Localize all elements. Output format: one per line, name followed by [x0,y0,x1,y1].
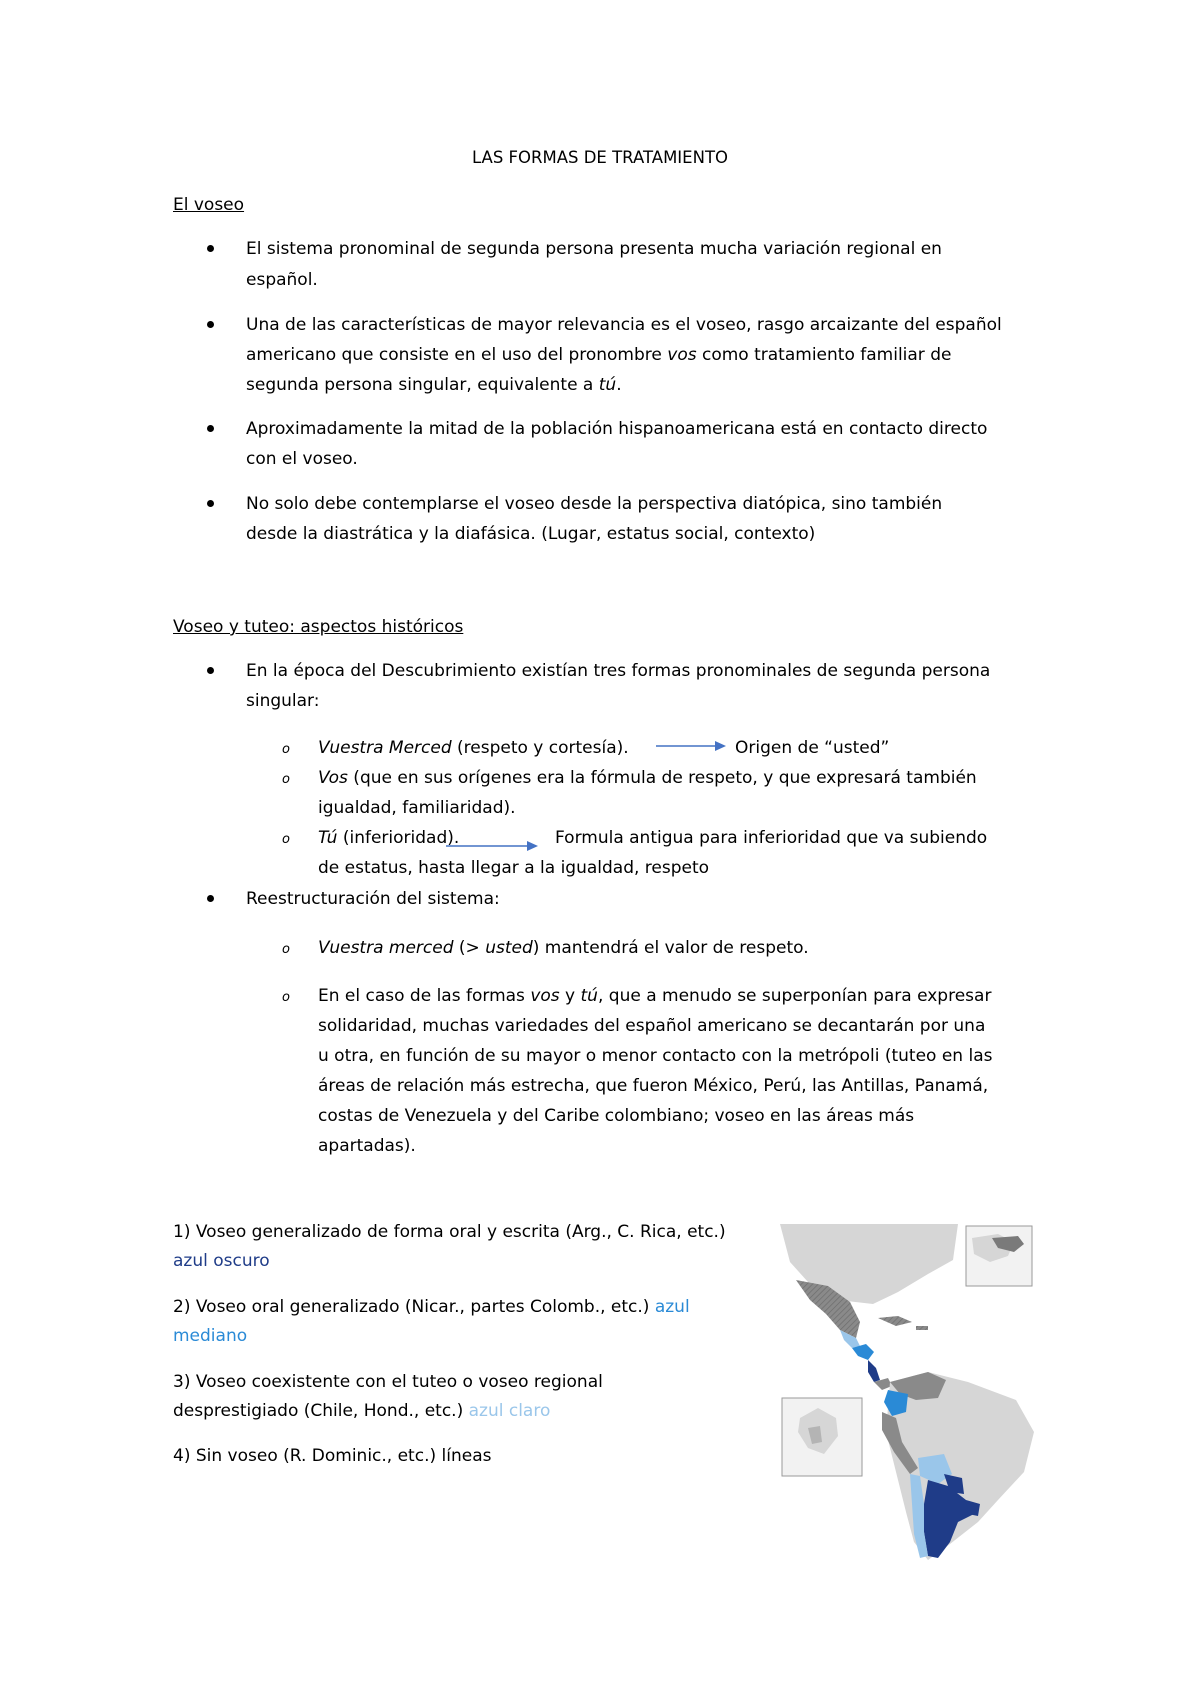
bullet [207,895,214,902]
bullet [207,425,214,432]
legend-color-medium: mediano [173,1326,248,1346]
section-heading-voseo: El voseo [173,195,245,215]
sub-bullet: o [282,832,290,847]
paragraph-line: costas de Venezuela y del Caribe colombiano; voseo en las áreas más [318,1106,915,1126]
sub-bullet: o [282,942,290,957]
paragraph-line: áreas de relación más estrecha, que fueron México, Perú, las Antillas, Panamá, [318,1076,989,1096]
legend-item-2: 2) Voseo oral generalizado (Nicar., partes Colomb., etc.) azul [173,1297,690,1317]
sub-item-note: Formula antigua para inferioridad que va subiendo [555,828,988,848]
bullet [207,245,214,252]
legend-item-3-line2: desprestigiado (Chile, Hond., etc.) azul claro [173,1401,551,1421]
legend-item-3: 3) Voseo coexistente con el tuteo o voseo regional [173,1372,603,1392]
legend-item-1: 1) Voseo generalizado de forma oral y escrita (Arg., C. Rica, etc.) [173,1222,726,1242]
paragraph-line: español. [246,270,318,290]
sub-bullet: o [282,990,290,1005]
sub-bullet: o [282,772,290,787]
page-title: LAS FORMAS DE TRATAMIENTO [471,148,729,167]
paragraph-line: con el voseo. [246,449,358,469]
paragraph-line: El sistema pronominal de segunda persona presenta mucha variación regional en [246,239,942,259]
paragraph-line: americano que consiste en el uso del pronombre vos como tratamiento familiar de [246,345,952,365]
arrow-icon [444,838,544,856]
legend-color-dark: azul oscuro [173,1251,270,1271]
paragraph-line: En el caso de las formas vos y tú, que a menudo se superponían para expresar [318,986,992,1006]
paragraph-line: de estatus, hasta llegar a la igualdad, respeto [318,858,710,878]
paragraph-line: Aproximadamente la mitad de la población hispanoamericana está en contacto directo [246,419,988,439]
bullet [207,667,214,674]
paragraph-line: desde la diastrática y la diafásica. (Lugar, estatus social, contexto) [246,524,816,544]
sub-item-note: Origen de “usted” [735,738,890,758]
sub-item-vuestra-merced: Vuestra Merced (respeto y cortesía). [318,738,629,758]
sub-item-vuestra-merced-usted: Vuestra merced (> usted) mantendrá el valor de respeto. [318,938,809,958]
sub-item-vos: Vos (que en sus orígenes era la fórmula de respeto, y que expresará también [318,768,977,788]
bullet [207,321,214,328]
paragraph-line: En la época del Descubrimiento existían tres formas pronominales de segunda persona [246,661,991,681]
sub-bullet: o [282,742,290,757]
arrow-icon [652,736,732,756]
paragraph-line: Una de las características de mayor relevancia es el voseo, rasgo arcaizante del español [246,315,1002,335]
paragraph-line: No solo debe contemplarse el voseo desde la perspectiva diatópica, sino también [246,494,943,514]
paragraph-line: Reestructuración del sistema: [246,889,500,909]
section-heading-historicos: Voseo y tuteo: aspectos históricos [173,617,464,637]
paragraph-line: solidaridad, muchas variedades del español americano se decantarán por una [318,1016,986,1036]
paragraph-line: apartadas). [318,1136,416,1156]
sub-item-tu: Tú (inferioridad). [318,828,460,848]
paragraph-line: singular: [246,691,320,711]
legend-item-4: 4) Sin voseo (R. Dominic., etc.) líneas [173,1446,492,1466]
paragraph-line: u otra, en función de su mayor o menor contacto con la metrópoli (tuteo en las [318,1046,993,1066]
voseo-map [778,1222,1036,1562]
paragraph-line: igualdad, familiaridad). [318,798,516,818]
paragraph-line: segunda persona singular, equivalente a tú. [246,375,622,395]
bullet [207,500,214,507]
